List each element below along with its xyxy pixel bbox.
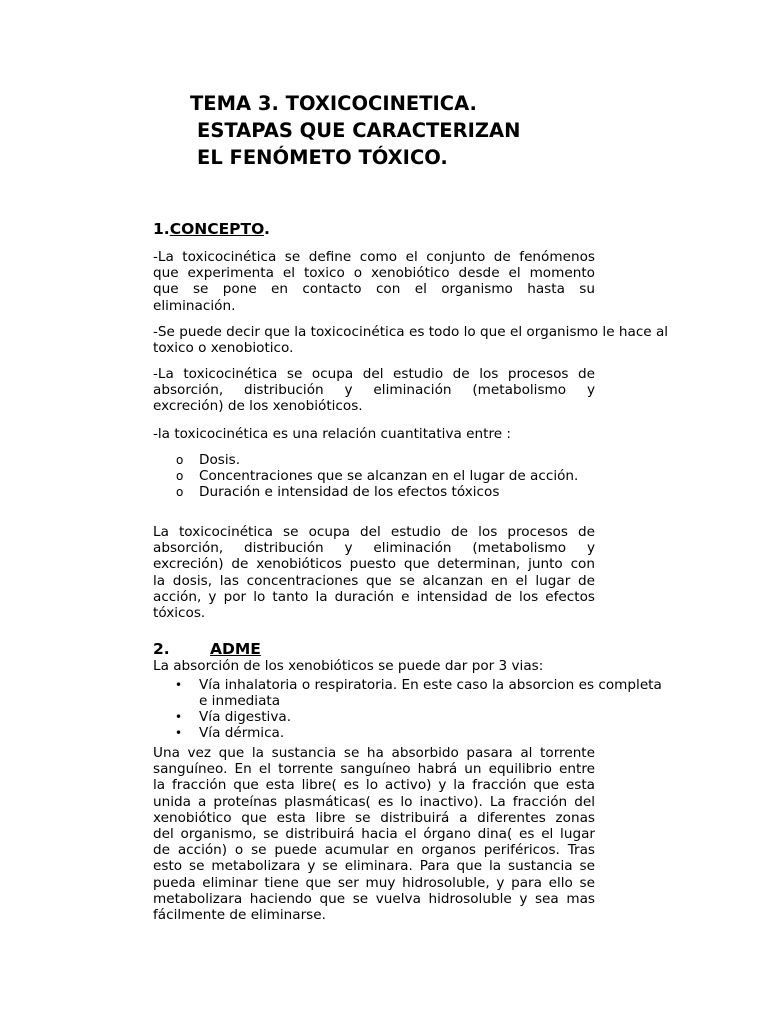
list-marker: o [176,453,184,467]
section-1-paragraph-5 [153,524,595,621]
title-line-3: EL FENÓMETO TÓXICO. [197,146,448,169]
section-2-title: ADME [210,640,261,658]
list-item-text: Dosis. [199,452,241,468]
text-line: fácilmente de eliminarse. [153,907,326,924]
section-1-paragraph-1 [153,249,595,314]
text-line: que se pone en contacto con el organismo hasta su [153,281,595,298]
section-1-dot: . [263,220,270,238]
text-line: de acción) o se puede acumular en organos periféricos. Tras [153,842,595,859]
list-item [0,452,578,468]
text-line: acción, y por lo tanto la duración e intensidad de los efectos [153,588,595,605]
text-line: excreción) de los xenobióticos. [153,398,363,415]
section-2-number: 2. [153,640,170,658]
list-item [0,677,662,709]
bullet-marker: • [175,710,183,724]
text-line: sanguíneo. En el torrente sanguíneo habrá un equilibrio entre [153,761,595,778]
section-1-number: 1. [153,220,170,238]
text-line: la dosis, las concentraciones que se alcanzan en el lugar de [153,572,595,589]
text-line: la fracción que esta libre( es lo activo) y la fracción que esta [153,777,595,794]
list-item [0,725,662,741]
section-2-paragraph-1 [153,745,595,923]
text-line: La toxicocinética se ocupa del estudio de los procesos de [153,524,595,540]
section-2-bullet-list [0,677,662,741]
section-2-intro [153,658,713,674]
section-1-paragraph-3 [153,366,595,415]
list-item-text: Concentraciones que se alcanzan en el lugar de acción. [199,468,579,484]
section-1-list [0,452,578,500]
text-line: -Se puede decir que la toxicocinética es todo lo que el organismo le hace al [153,324,669,340]
list-item-text: Vía digestiva. [199,709,292,725]
text-line: -la toxicocinética es una relación cuantitativa entre : [153,426,512,442]
list-marker: o [176,469,184,483]
list-item [0,484,578,500]
text-line: Una vez que la sustancia se ha absorbido pasara al torrente [153,745,595,761]
text-line: esto se metabolizara y se eliminara. Para que la sustancia se [153,858,595,875]
section-1-paragraph-2 [153,324,713,356]
text-line: -La toxicocinética se define como el conjunto de fenómenos [153,249,595,265]
section-1-heading [153,219,270,239]
text-line: del organismo, se distribuirá hacia el órgano dina( es el lugar [153,826,595,843]
section-2-heading [153,639,170,659]
section-1-title: CONCEPTO [169,220,264,238]
text-line: pueda eliminar tiene que ser muy hidrosoluble, y para ello se [153,874,595,891]
text-line: toxico o xenobiotico. [153,340,294,357]
list-item [0,709,662,725]
list-item-text: Vía inhalatoria o respiratoria. En este caso la absorcion es completa [199,677,662,693]
section-2-title-wrap [210,639,261,659]
text-line: absorción, distribución y eliminación (metabolismo y [153,540,595,557]
title-line-2: ESTAPAS QUE CARACTERIZAN [197,119,521,142]
document-title [190,90,520,171]
list-marker: o [176,485,184,499]
text-line: metabolizara haciendo que se vuelva hidrosoluble y sea mas [153,890,595,907]
bullet-marker: • [175,678,183,692]
section-1-paragraph-4 [153,426,595,442]
text-line: -La toxicocinética se ocupa del estudio de los procesos de [153,366,595,382]
text-line: xenobiótico que esta libre se distribuirá a diferentes zonas [153,809,595,826]
text-line: eliminación. [153,297,236,314]
text-line: que experimenta el toxico o xenobiótico desde el momento [153,265,595,282]
list-item [0,468,578,484]
text-line: absorción, distribución y eliminación (metabolismo y [153,382,595,399]
list-item-text: Vía dérmica. [199,725,285,741]
text-line: La absorción de los xenobióticos se puede dar por 3 vias: [153,658,544,674]
list-item-text: e inmediata [199,693,281,709]
text-line: unida a proteínas plasmáticas( es lo inactivo). La fracción del [153,793,595,810]
title-line-1: TEMA 3. TOXICOCINETICA. [190,92,477,115]
text-line: excreción) de xenobióticos puesto que determinan, junto con [153,556,595,573]
list-item-text: Duración e intensidad de los efectos tóxicos [199,484,500,500]
bullet-marker: • [175,726,183,740]
text-line: tóxicos. [153,605,206,622]
